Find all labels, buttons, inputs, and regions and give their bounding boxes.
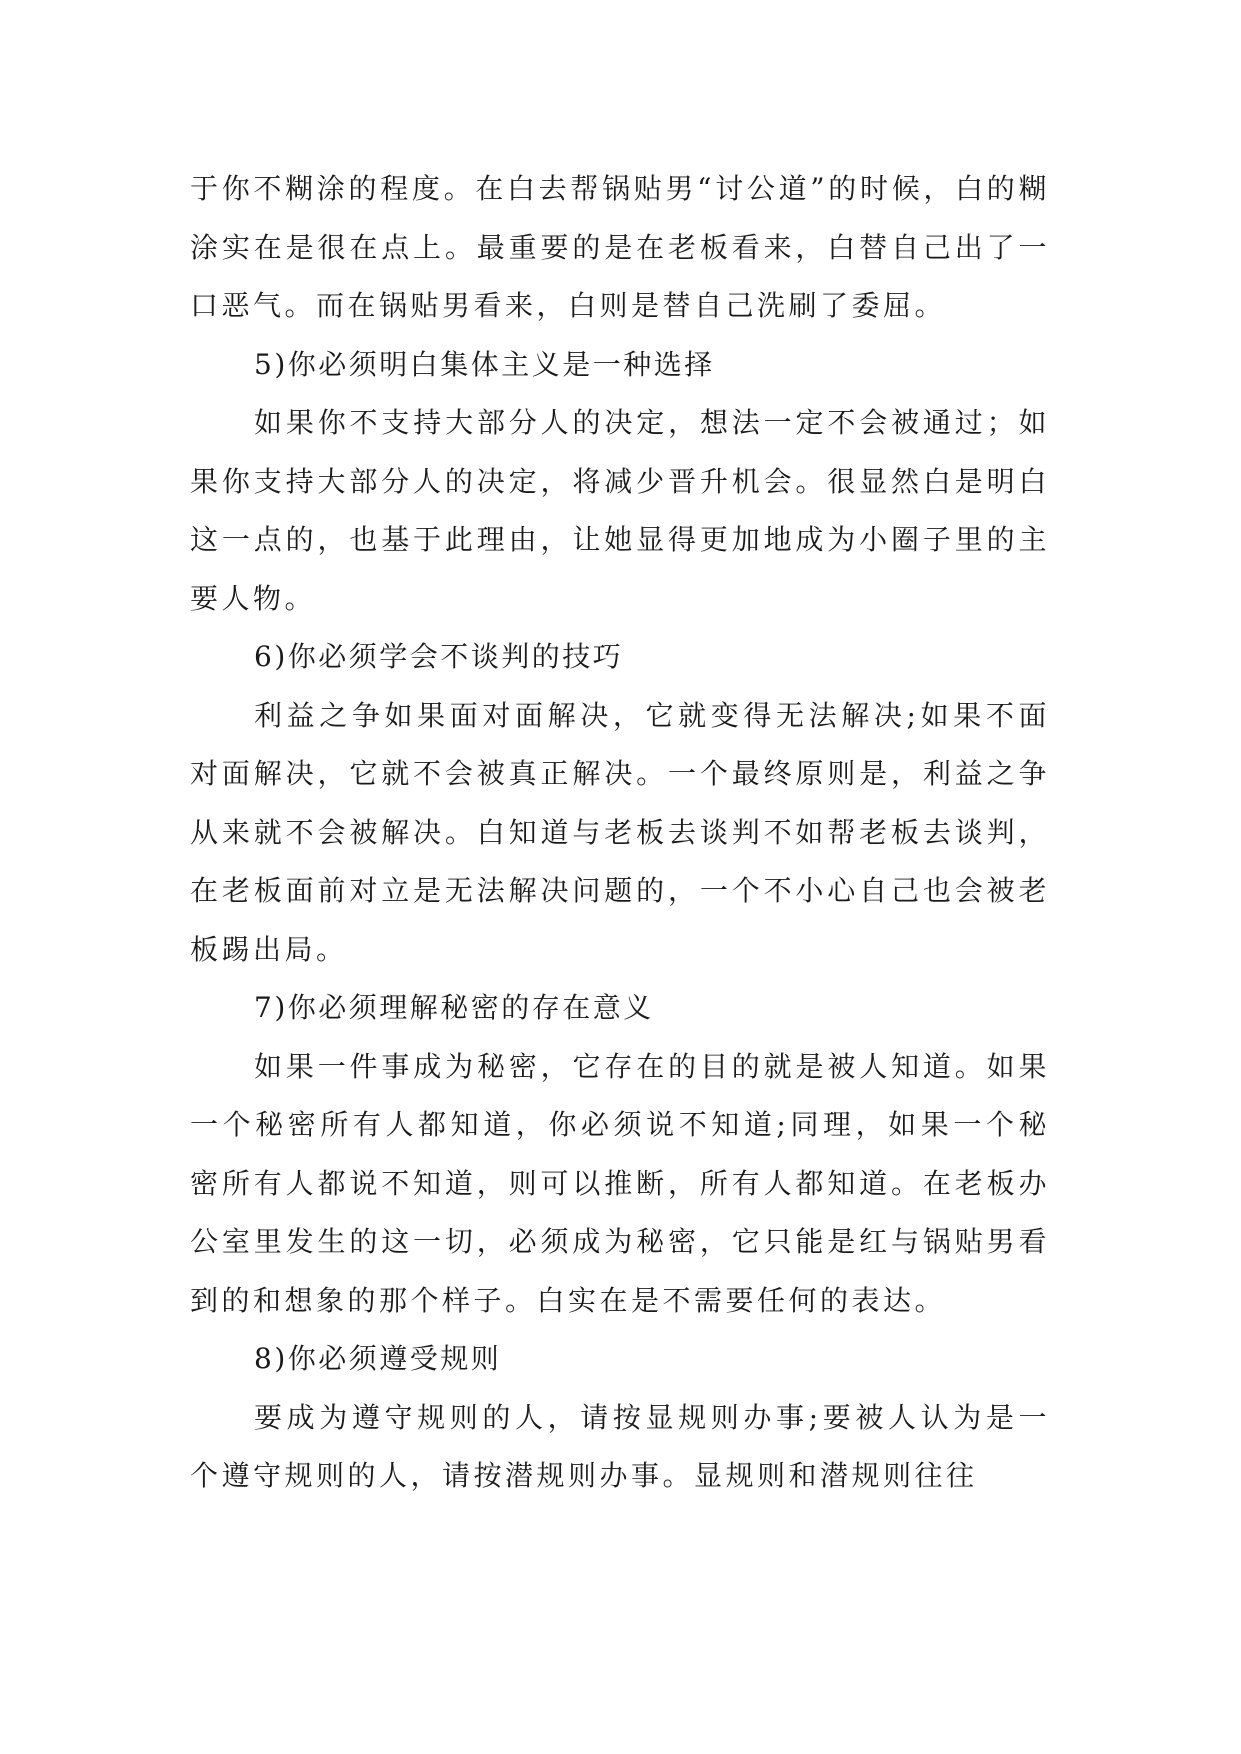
paragraph-body: 如果一件事成为秘密，它存在的目的就是被人知道。如果一个秘密所有人都知道，你必须说不知道;同理，如果一个秘密所有人都说不知道，则可以推断，所有人都知道。在老板办公室里发生的这一切，必须成为秘密，它只能是红与锅贴男看到的和想象的那个样子。白实在是不需要任何的表达。 (190, 1049, 1050, 1317)
paragraph-body: 利益之争如果面对面解决，它就变得无法解决;如果不面对面解决，它就不会被真正解决。一个最终原则是，利益之争从来就不会被解决。白知道与老板去谈判不如帮老板去谈判，在老板面前对立是无法解决问题的，一个不小心自己也会被老板踢出局。 (190, 698, 1050, 966)
paragraph-body: 如果你不支持大部分人的决定，想法一定不会被通过；如果你支持大部分人的决定，将减少晋升机会。很显然白是明白这一点的，也基于此理由，让她显得更加地成为小圈子里的主要人物。 (190, 406, 1050, 615)
paragraph-body: 要成为遵守规则的人，请按显规则办事;要被人认为是一个遵守规则的人，请按潜规则办事。显规则和潜规则往往 (190, 1400, 1050, 1492)
section-heading-8: 8)你必须遵受规则 (254, 1342, 502, 1375)
section-heading-5: 5)你必须明白集体主义是一种选择 (254, 347, 715, 381)
section-heading-7: 7)你必须理解秘密的存在意义 (254, 991, 654, 1024)
document-page (190, 160, 1050, 1506)
section-heading-6: 6)你必须学会不谈判的技巧 (254, 640, 624, 673)
paragraph-continuation: 于你不糊涂的程度。在白去帮锅贴男“讨公道”的时候，白的糊涂实在是很在点上。最重要的是在老板看来，白替自己出了一口恶气。而在锅贴男看来，白则是替自己洗刷了委屈。 (190, 172, 1050, 322)
